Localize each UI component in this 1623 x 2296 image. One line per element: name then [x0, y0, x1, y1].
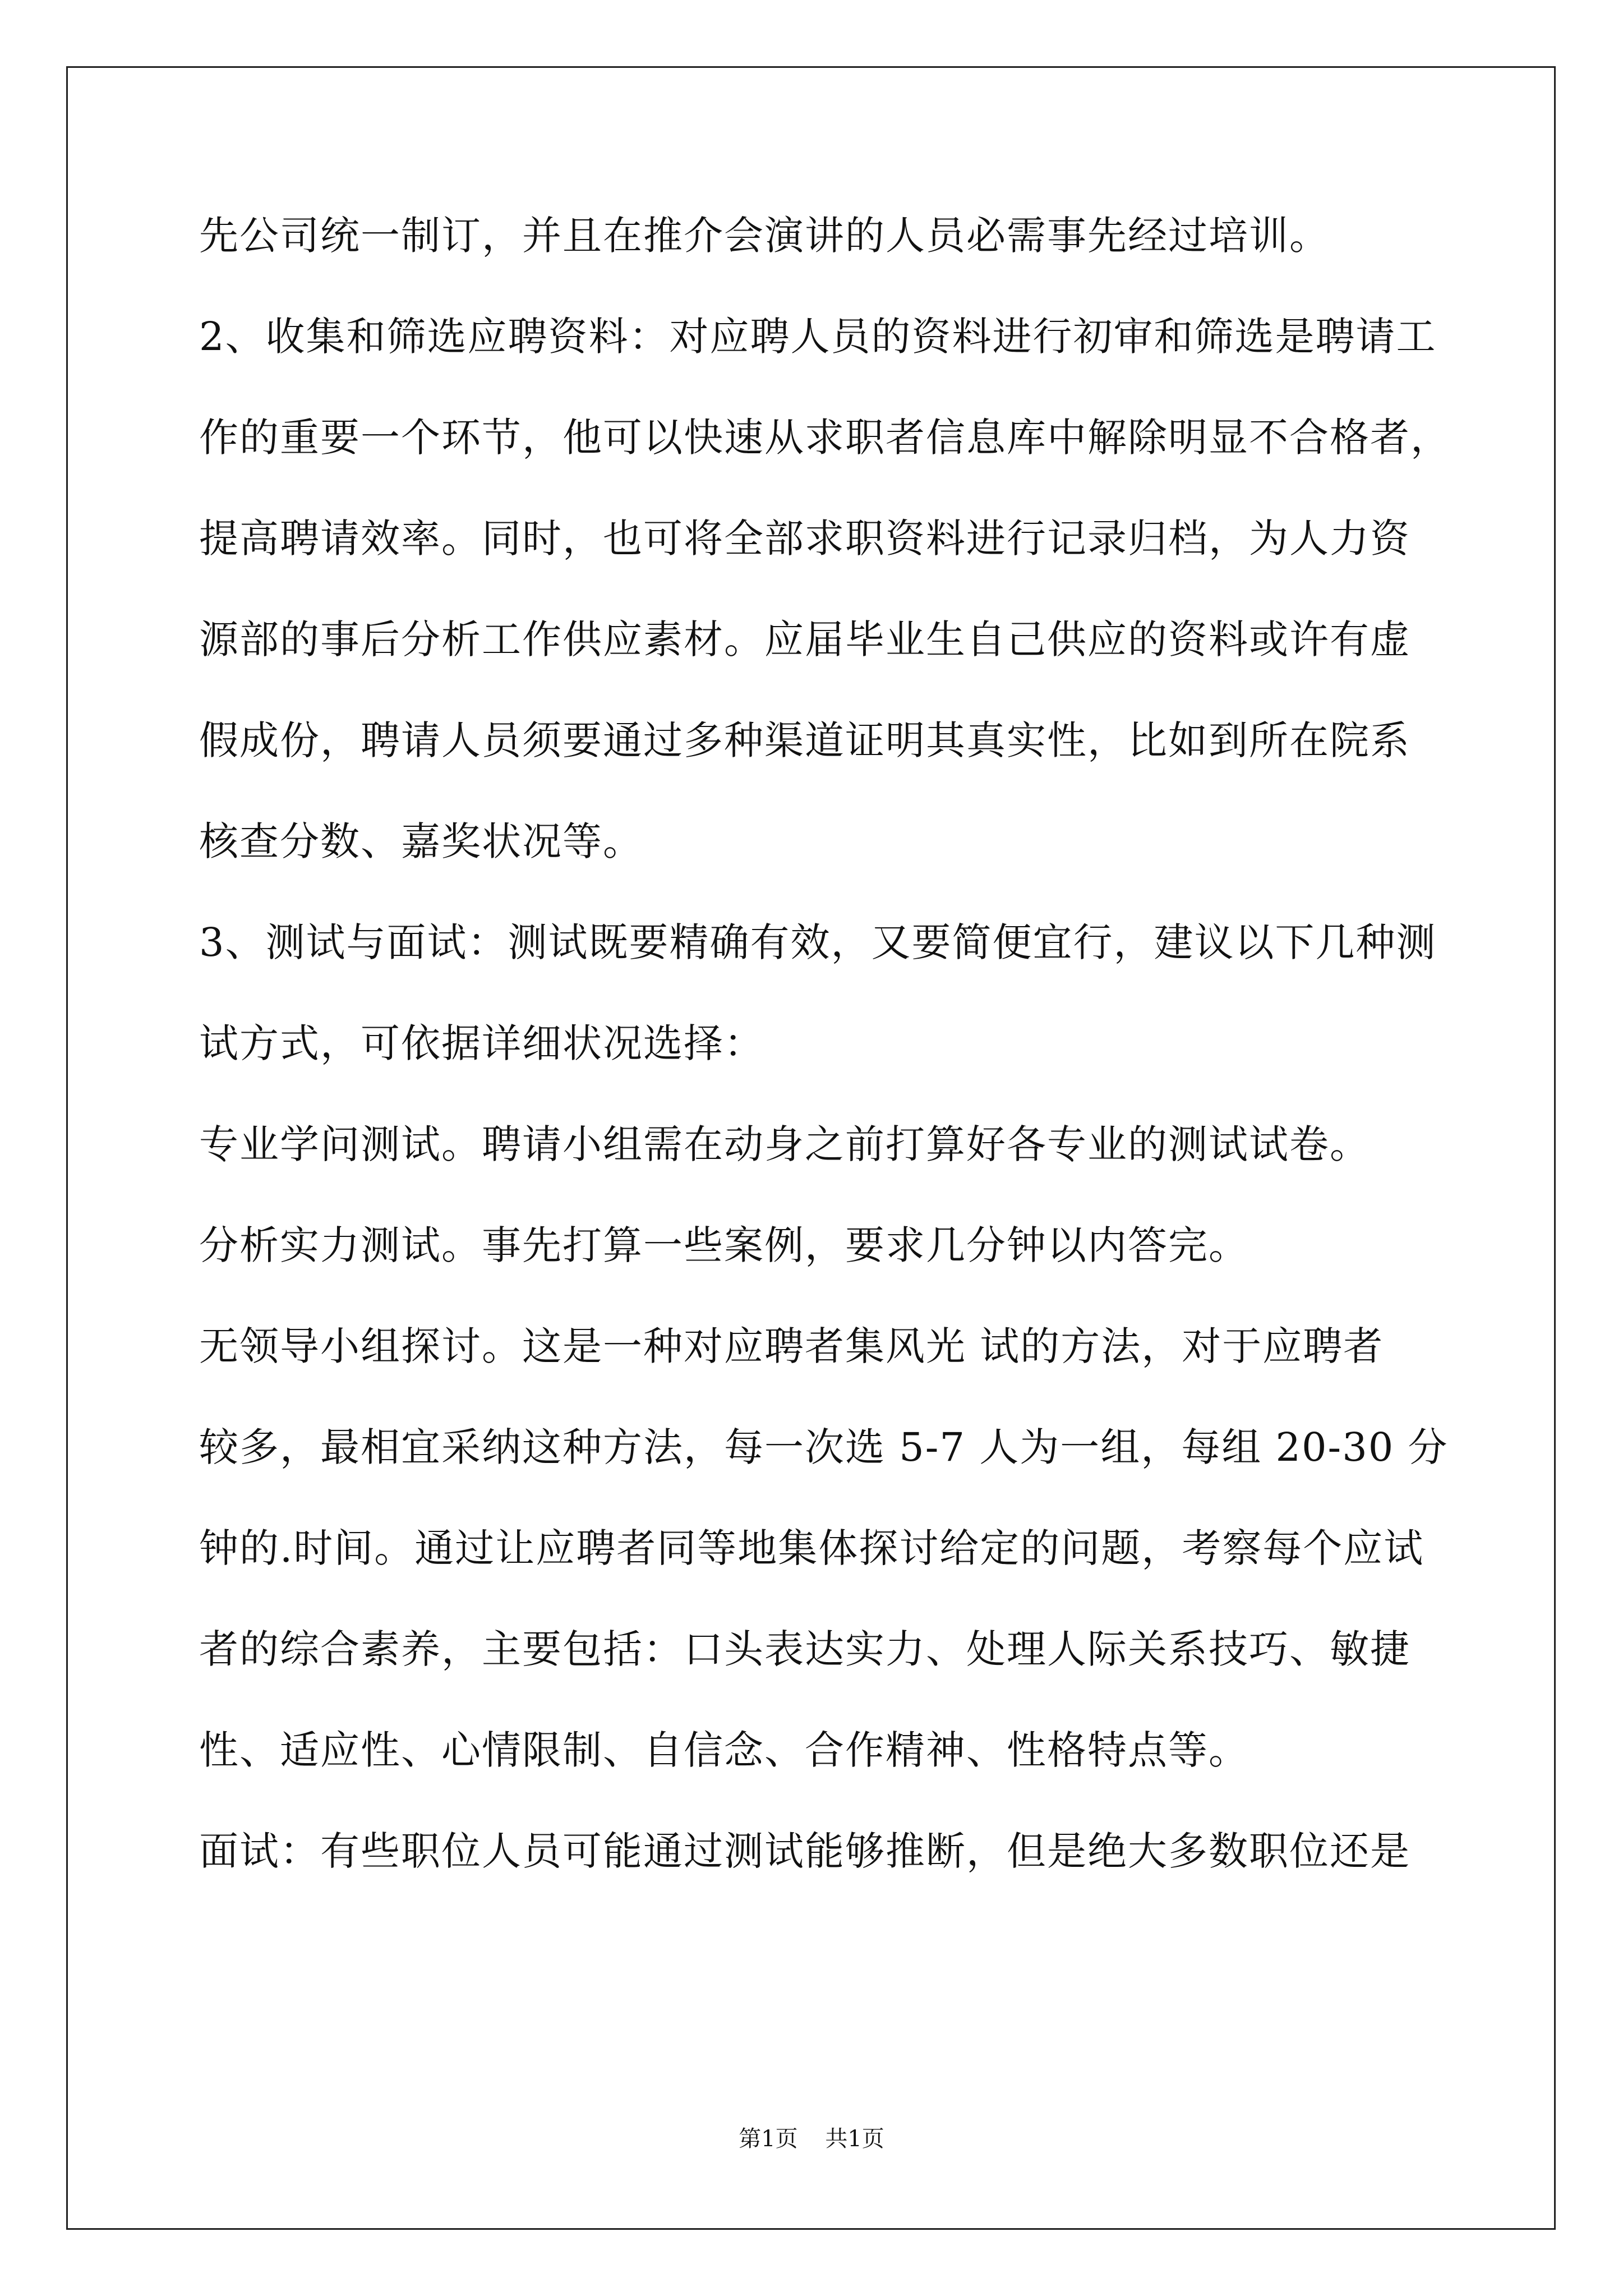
body-line: 面试：有些职位人员可能通过测试能够推断，但是绝大多数职位还是: [199, 1828, 1410, 1874]
body-line: 者的综合素养，主要包括：口头表达实力、处理人际关系技巧、敏捷: [199, 1626, 1410, 1672]
page-total: 共1页: [825, 2126, 884, 2152]
body-line: 核查分数、嘉奖状况等。: [199, 818, 643, 864]
page-number: 第1页: [739, 2126, 798, 2152]
body-line: 源部的事后分析工作供应素材。应届毕业生自己供应的资料或许有虚: [199, 616, 1410, 662]
body-line: 假成份，聘请人员须要通过多种渠道证明其真实性，比如到所在院系: [199, 717, 1410, 763]
body-line: 2、收集和筛选应聘资料：对应聘人员的资料进行初审和筛选是聘请工: [199, 314, 1437, 360]
body-line: 性、适应性、心情限制、自信念、合作精神、性格特点等。: [199, 1727, 1249, 1773]
body-line: 3、测试与面试：测试既要精确有效，又要简便宜行，建议以下几种测: [199, 919, 1437, 965]
body-line: 分析实力测试。事先打算一些案例，要求几分钟以内答完。: [199, 1222, 1249, 1268]
body-line: 作的重要一个环节，他可以快速从求职者信息库中解除明显不合格者，: [199, 415, 1451, 461]
body-line: 无领导小组探讨。这是一种对应聘者集风光 试的方法，对于应聘者: [199, 1323, 1384, 1369]
body-line: 较多，最相宜采纳这种方法，每一次选 5-7 人为一组，每组 20-30 分: [199, 1424, 1449, 1470]
body-line: 专业学问测试。聘请小组需在动身之前打算好各专业的测试试卷。: [199, 1121, 1370, 1167]
page-footer: [0, 2125, 1623, 2153]
body-line: 提高聘请效率。同时，也可将全部求职资料进行记录归档，为人力资: [199, 516, 1410, 562]
body-line: 试方式，可依据详细状况选择：: [199, 1020, 764, 1066]
body-line: 先公司统一制订，并且在推介会演讲的人员必需事先经过培训。: [199, 213, 1330, 259]
body-line: 钟的.时间。通过让应聘者同等地集体探讨给定的问题，考察每个应试: [199, 1525, 1424, 1571]
